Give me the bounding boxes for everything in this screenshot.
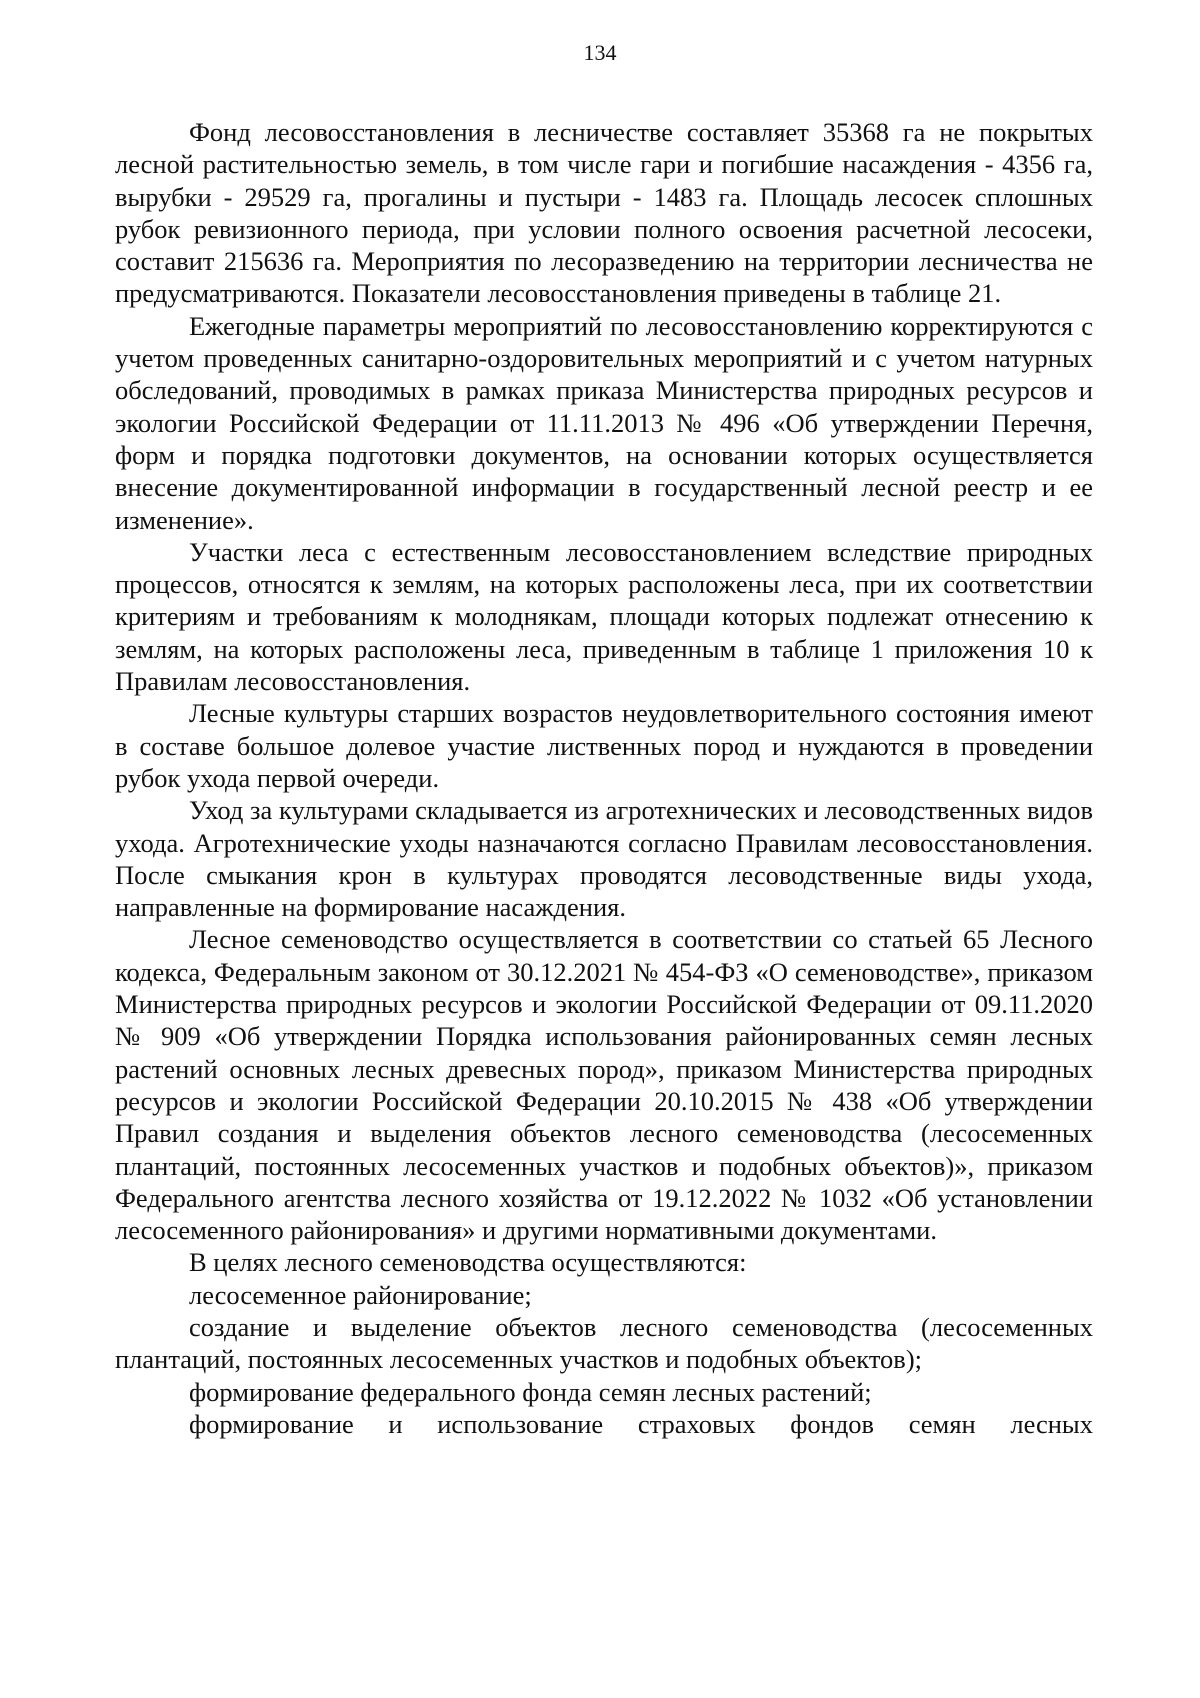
paragraph-seed-production-goals: В целях лесного семеноводства осуществляются: [189, 1247, 747, 1278]
paragraph-culture-care: Уход за культурами складывается из агротехнических и лесоводственных видов ухода. Агротехнические уходы назначаются согласно Правилам лесовосстановления. После смыкания крон в культурах проводятся лесоводственные виды ухода, направленные на формирование насаждения. [115, 795, 1093, 923]
list-item-insurance-seed-funds: формирование и использование страховых фондов семян лесных [189, 1408, 1093, 1439]
document-body [115, 116, 1093, 1440]
list-item-federal-seed-fund: формирование федерального фонда семян лесных растений; [189, 1376, 872, 1407]
paragraph-older-forest-cultures: Лесные культуры старших возрастов неудовлетворительного состояния имеют в составе большое долевое участие лиственных пород и нуждаются в проведении рубок ухода первой очереди. [115, 698, 1093, 793]
page-number: 134 [583, 40, 617, 65]
paragraph-seed-production-legal-basis: Лесное семеноводство осуществляется в соответствии со статьей 65 Лесного кодекса, Федеральным законом от 30.12.2021 № 454-ФЗ «О семеноводстве», приказом Министерства природных ресурсов и экологии Российской Федерации от 09.11.2020 № 909 «Об утверждении Порядка использования районированных семян лесных растений основных лесных древесных пород», приказом Министерства природных ресурсов и экологии Российской Федерации 20.10.2015 № 438 «Об утверждении Правил создания и выделения объектов лесного семеноводства (лесосеменных плантаций, постоянных лесосеменных участков и подобных объектов)», приказом Федерального агентства лесного хозяйства от 19.12.2022 № 1032 «Об установлении лесосеменного районирования» и другими нормативными документами. [115, 924, 1093, 1246]
paragraph-natural-regeneration: Участки леса с естественным лесовосстановлением вследствие природных процессов, относятся к землям, на которых расположены леса, при их соответствии критериям и требованиям к молоднякам, площади которых подлежат отнесению к землям, на которых расположены леса, приведенным в таблице 1 приложения 10 к Правилам лесовосстановления. [115, 536, 1093, 697]
list-item-seed-objects: создание и выделение объектов лесного семеноводства (лесосеменных плантаций, постоянных лесосеменных участков и подобных объектов); [115, 1311, 1093, 1375]
paragraph-reforestation-fund: Фонд лесовосстановления в лесничестве составляет 35368 га не покрытых лесной растительностью земель, в том числе гари и погибшие насаждения - 4356 га, вырубки - 29529 га, прогалины и пустыри - 1483 га. Площадь лесосек сплошных рубок ревизионного периода, при условии полного освоения расчетной лесосеки, составит 215636 га. Мероприятия по лесоразведению на территории лесничества не предусматриваются. Показатели лесовосстановления приведены в таблице 21. [115, 117, 1093, 309]
paragraph-annual-parameters: Ежегодные параметры мероприятий по лесовосстановлению корректируются с учетом проведенных санитарно-оздоровительных мероприятий и с учетом натурных обследований, проводимых в рамках приказа Министерства природных ресурсов и экологии Российской Федерации от 11.11.2013 № 496 «Об утверждении Перечня, форм и порядка подготовки документов, на основании которых осуществляется внесение документированной информации в государственный лесной реестр и ее изменение». [115, 310, 1093, 535]
list-item-seed-zoning: лесосеменное районирование; [189, 1279, 532, 1310]
